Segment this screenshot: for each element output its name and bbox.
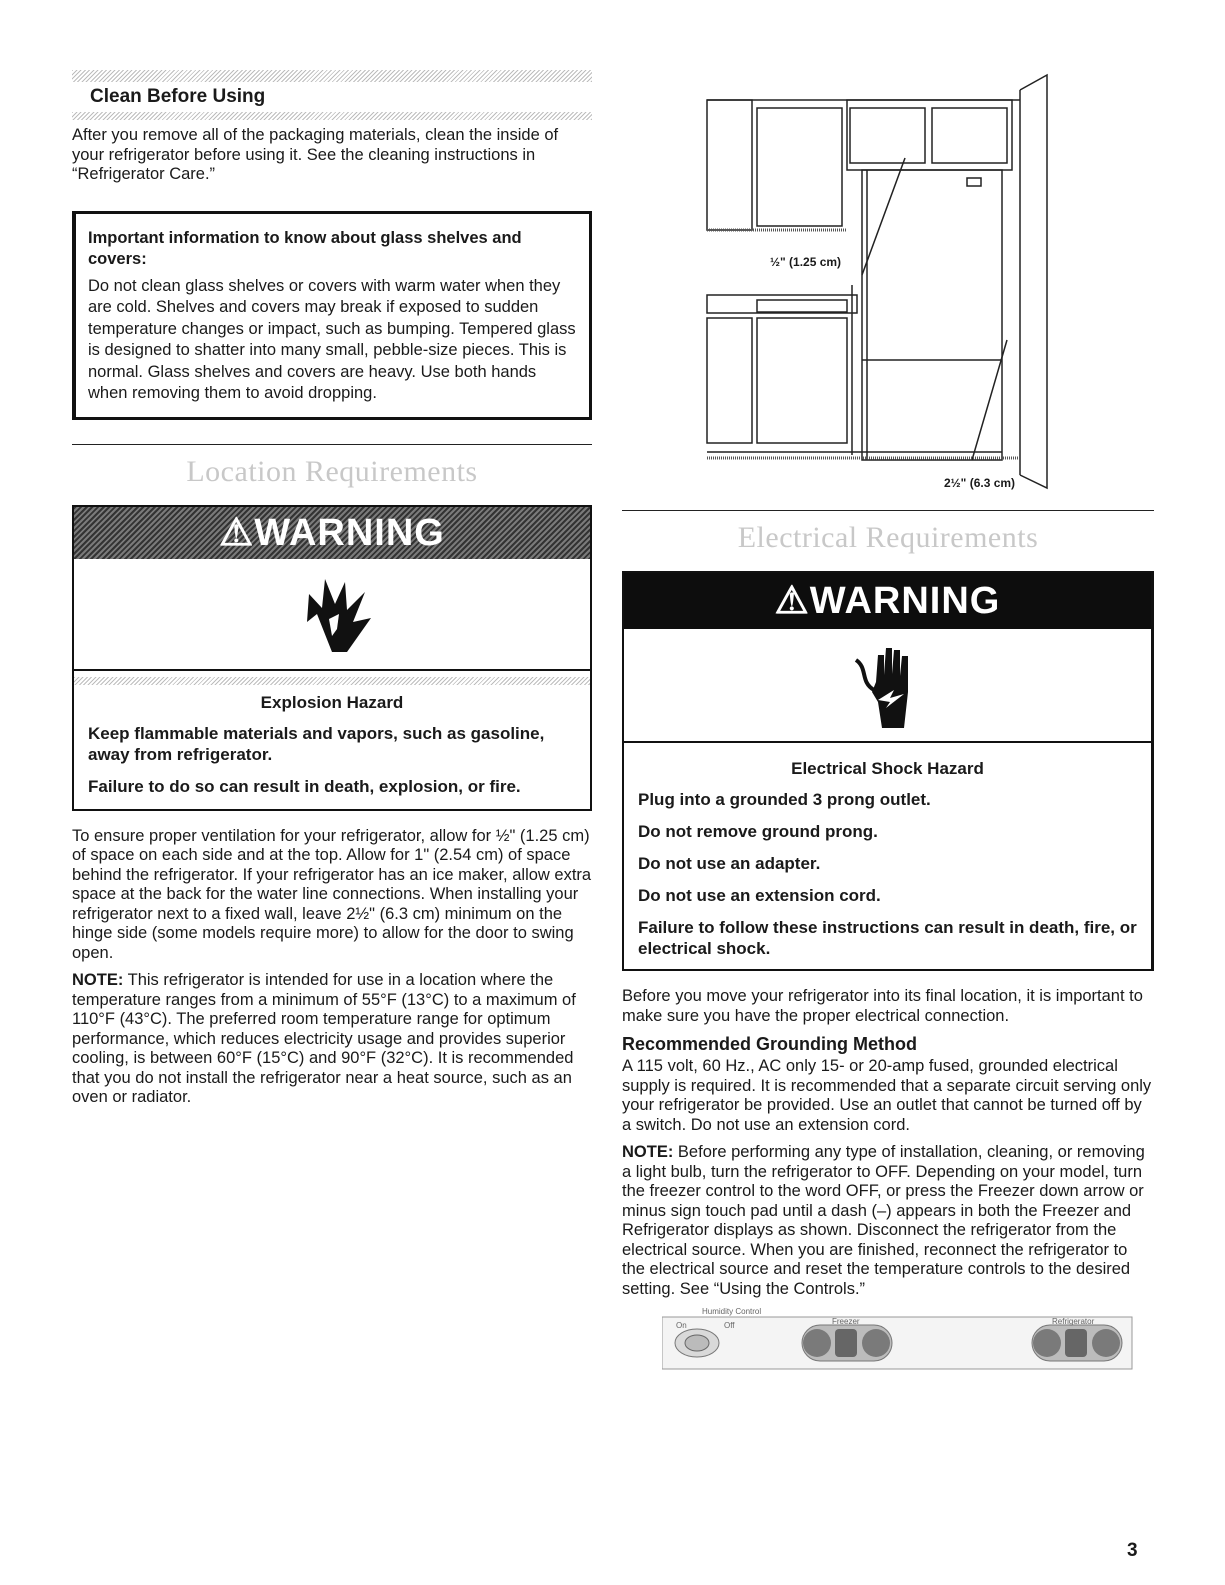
page-number: 3 xyxy=(1127,1540,1138,1561)
shock-hand-icon xyxy=(624,629,1151,743)
glass-heading: Important information to know about glass shelves and covers: xyxy=(88,228,522,268)
warning-line: Failure to follow these instructions can result in death, fire, or electrical shock. xyxy=(638,918,1137,958)
off-label: Off xyxy=(724,1321,735,1330)
section-rule xyxy=(72,444,592,445)
hatch-rule xyxy=(72,70,592,82)
warning-line: Failure to do so can result in death, explosion, or fire. xyxy=(88,776,521,796)
note-text: This refrigerator is intended for use in a location where the temperature ranges from a minimum of 55°F (13°C) to a maximum of 110°F (43°C). The preferred room temperature range for optimum performance, which reduces electricity usage and provides superior cooling, is between 60°F (15°C) and 90°F (32°C). It is recommended that you do not install the refrigerator near a heat source, such as an oven or radiator. xyxy=(72,971,576,1106)
explosion-warning-box xyxy=(72,505,592,811)
note-label: NOTE: xyxy=(72,971,124,989)
control-panel-illustration xyxy=(662,1307,1142,1377)
warning-line: Do not remove ground prong. xyxy=(638,822,878,841)
warning-line: Plug into a grounded 3 prong outlet. xyxy=(638,790,931,809)
temperature-note xyxy=(72,971,592,1108)
ventilation-paragraph: To ensure proper ventilation for your refrigerator, allow for ½" (1.25 cm) of space on each side and at the top. Allow for 1" (2.54 cm) of space behind the refrigerator. If your refrigerator has an ice maker, allow extra space at the back for the water line connections. When installing your refrigerator next to a fixed wall, leave 2½" (6.3 cm) minimum on the hinge side (some models require more) to allow for the door to swing open. xyxy=(72,826,592,962)
glass-info-box xyxy=(72,211,592,420)
warning-header: ⚠WARNING xyxy=(74,507,590,559)
freezer-label: Freezer xyxy=(832,1317,860,1326)
electrical-intro: Before you move your refrigerator into its final location, it is important to make sure you have the proper electrical connection. xyxy=(622,987,1143,1025)
electrical-title: Electrical Requirements xyxy=(737,521,1039,554)
explosion-icon xyxy=(74,559,590,671)
warning-header: ⚠WARNING xyxy=(624,573,1151,629)
refrigerator-label: Refrigerator xyxy=(1052,1317,1095,1326)
hinge-clearance-label: 2½" (6.3 cm) xyxy=(944,476,1016,490)
hatch-rule xyxy=(72,112,592,120)
right-column xyxy=(622,70,1154,1377)
shock-warning-box xyxy=(622,571,1154,971)
note-text: Before performing any type of installation, cleaning, or removing a light bulb, turn the refrigerator to OFF. Depending on your model, turn the freezer control to the word OFF, or press the Freezer down arrow or minus sign touch pad until a dash (–) appears in both the Freezer and Refrigerator displays as shown. Disconnect the refrigerator from the electrical source. When you are finished, reconnect the refrigerator to the electrical source and reset the temperature controls to the desired setting. See “Using the Controls.” xyxy=(622,1143,1145,1298)
hazard-title: Explosion Hazard xyxy=(260,692,404,712)
warning-line: Do not use an adapter. xyxy=(638,854,821,873)
humidity-label: Humidity Control xyxy=(702,1307,762,1316)
cabinet-refrigerator-diagram xyxy=(622,70,1154,495)
left-column xyxy=(72,70,592,1116)
glass-body: Do not clean glass shelves or covers with warm water when they are cold. Shelves and covers may break if exposed to sudden temperature changes or impact, such as bumping. Tempered glass is designed to shatter into many small, pebble-size pieces. This is normal. Glass shelves and covers are heavy. Use both hands when removing them to avoid dropping. xyxy=(88,276,576,402)
warning-line: Do not use an extension cord. xyxy=(638,886,881,905)
warning-body xyxy=(624,743,1151,969)
warning-body xyxy=(74,671,590,809)
grounding-paragraph: A 115 volt, 60 Hz., AC only 15- or 20-amp fused, grounded electrical supply is required. It is recommended that a separate circuit serving only your refrigerator be provided. Use an outlet that cannot be turned off by a switch. Do not use an extension cord. xyxy=(622,1057,1152,1134)
top-clearance-label: ½" (1.25 cm) xyxy=(770,255,842,269)
clean-heading: Clean Before Using xyxy=(90,86,266,107)
on-label: On xyxy=(676,1321,687,1330)
location-title: Location Requirements xyxy=(186,454,478,488)
clean-body: After you remove all of the packaging materials, clean the inside of your refrigerator before using it. See the cleaning instructions in “Refrigerator Care.” xyxy=(72,126,559,183)
hazard-title: Electrical Shock Hazard xyxy=(791,759,984,778)
warning-line: Keep flammable materials and vapors, such as gasoline, away from refrigerator. xyxy=(88,723,545,764)
section-rule xyxy=(622,510,1154,511)
clearance-diagram xyxy=(622,70,1154,495)
grounding-heading: Recommended Grounding Method xyxy=(622,1034,917,1054)
note-label: NOTE: xyxy=(622,1143,674,1161)
electrical-note xyxy=(622,1143,1154,1299)
